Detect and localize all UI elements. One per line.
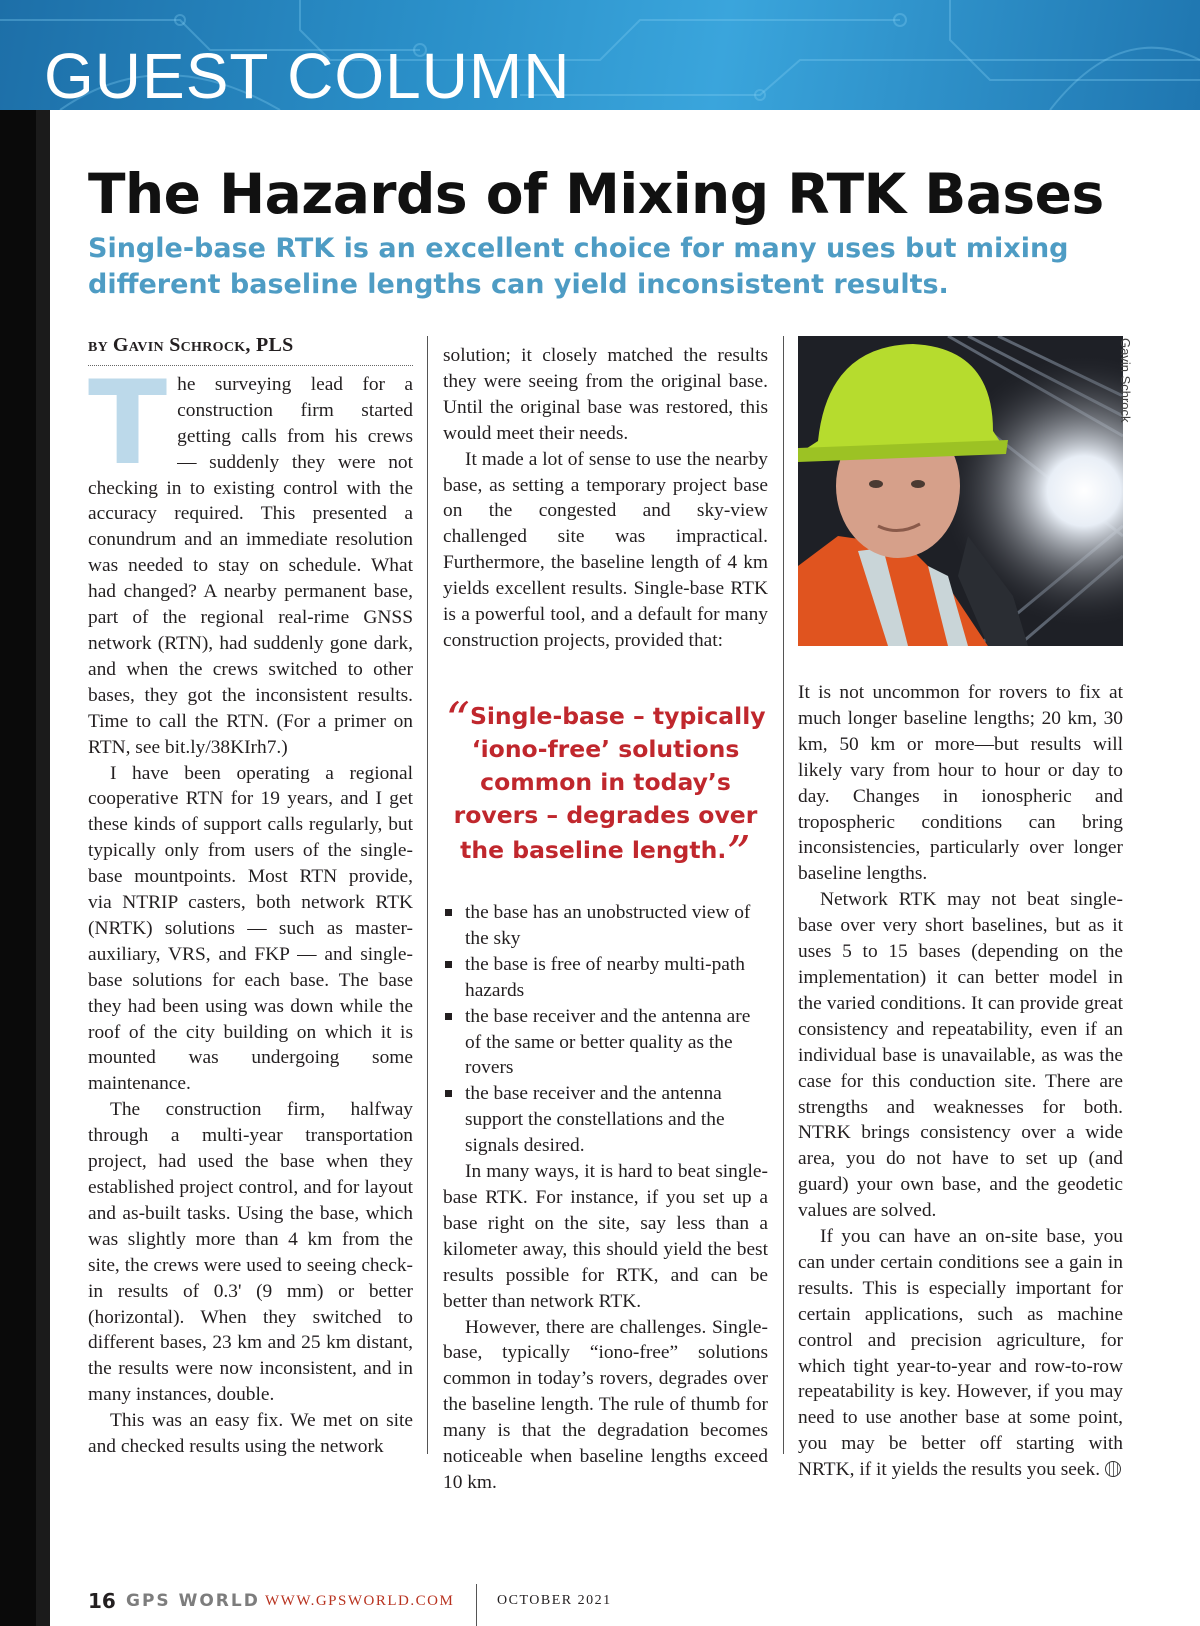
column-3 [798,680,1123,1483]
paragraph-text: he surveying lead for a construction firm started getting calls from his crews — suddenly they were not checking in to existing control with the accuracy required. This presented a conundrum and an immediate resolution was needed to stay on schedule. What had changed? A nearby permanent base, part of the regional real-rime GNSS network (RTN), had suddenly gone dark, and when the crews switched to other bases, they got the inconsistent results. Time to call the RTN. (For a primer on RTN, see bit.ly/38KIrh7.) [88,373,413,758]
paragraph: However, there are challenges. Single-base, typically “iono-free” solutions common in today’s rovers, degrades over the baseline length. The rule of thumb for many is that the degradation becomes noticeable when baseline lengths exceed 10 km. [443,1316,768,1493]
paragraph: It is not uncommon for rovers to fix at much longer baseline lengths; 20 km, 30 km, 50 km or more—but results will likely vary from hour to hour or day to day. Changes in ionospheric and tropospheric conditions can bring inconsistencies, particularly over longer baseline lengths. [798,682,1123,885]
byline-prefix: BY [88,340,109,355]
pull-quote-text: Single-base – typically ‘iono-free’ solutions common in today’s rovers – degrades over the baseline length. [453,702,766,864]
website-link[interactable]: WWW.GPSWORLD.COM [265,1593,455,1609]
author-photo [798,336,1123,646]
column-2-bottom [443,900,768,1496]
article-headline: The Hazards of Mixing RTK Bases [88,162,1104,226]
section-banner [0,0,1200,110]
requirements-list [443,900,768,1159]
paragraph: The construction firm, halfway through a multi-year transportation project, had used the base when they established project control, and for layout and as-built tasks. Using the base, which was slightly more than 4 km from the site, the crews were used to seeing check-in results of 0.3' (9 mm) or better (horizontal). When they switched to different bases, 23 km and 25 km distant, the results were now inconsistent, and in many instances, double. [88,1099,413,1406]
footer-divider [476,1584,477,1626]
issue-date: OCTOBER 2021 [497,1593,612,1608]
close-quote-mark: ” [726,826,751,882]
column-divider [427,336,428,1454]
paragraph: solution; it closely matched the results they were seeing from the original base. Until the original base was restored, this would meet their needs. [443,345,768,444]
paragraph-text: If you can have an on-site base, you can under certain conditions see a gain in results. This is especially important for certain applications, such as machine control and precision agriculture, for which tight year-to-year and row-to-row repeatability is key. However, if you may need to use another base at some point, you may be better off starting with NRTK, if it yields the results you seek. [798,1226,1123,1481]
paragraph: In many ways, it is hard to beat single-base RTK. For instance, if you set up a base right on the site, say less than a kilometer away, this should yield the best results possible for RTK, and can be better than network RTK. [443,1161,768,1312]
pull-quote [443,692,768,882]
paragraph [88,355,413,761]
end-mark-globe-icon [1105,1461,1121,1477]
column-2-top [443,343,768,654]
list-item: the base receiver and the antenna support the constellations and the signals desired. [443,1081,768,1159]
column-divider [783,336,784,1454]
list-item: the base is free of nearby multi-path hazards [443,952,768,1004]
list-item: the base receiver and the antenna are of the same or better quality as the rovers [443,1004,768,1082]
paragraph: Network RTK may not beat single-base over very short baselines, but as it uses 5 to 15 bases (depending on the implementation) it can better model in the varied conditions. It can provide great consistency and repeatability, even if an individual base is unavailable, as was the case for this conduction site. There are strengths and weaknesses for both. NTRK brings consistency over a wide area, you do not have to set up (and guard) your own base, and the geodetic values are solved. [798,889,1123,1222]
article-deck: Single-base RTK is an excellent choice for many uses but mixing different baseline lengths can yield inconsistent results. [88,233,1069,300]
byline-author: Gavin Schrock, PLS [112,334,294,356]
paragraph: This was an easy fix. We met on site and checked results using the network [88,1410,413,1458]
paragraph: It made a lot of sense to use the nearby base, as setting a temporary project base on the congested and sky-view challenged site was impractical. Furthermore, the baseline length of 4 km yields excellent results. Single-base RTK is a powerful tool, and a default for many construction projects, provided that: [443,448,768,651]
left-edge-bar-inner [36,110,50,1626]
drop-cap: T [88,355,168,491]
photo-credit: Gavin Schrock [1118,338,1133,423]
list-item: the base has an unobstructed view of the sky [443,900,768,952]
page-number: 16 [88,1589,116,1613]
column-1 [88,333,413,1460]
paragraph [798,1224,1123,1483]
paragraph: I have been operating a regional cooperative RTN for 19 years, and I get these kinds of support calls regularly, but typically only from users of the single-base mountpoints. Most RTN provide, via NTRIP casters, both network RTK (NRTK) solutions — such as master-auxiliary, VRS, and FKP — and single-base solutions for each base. The base they had been using was down while the roof of the city building on which it is mounted was undergoing some maintenance. [88,762,413,1095]
section-title: GUEST COLUMN [44,40,571,110]
magazine-name: GPS WORLD [126,1591,260,1611]
open-quote-mark: “ [445,692,470,748]
